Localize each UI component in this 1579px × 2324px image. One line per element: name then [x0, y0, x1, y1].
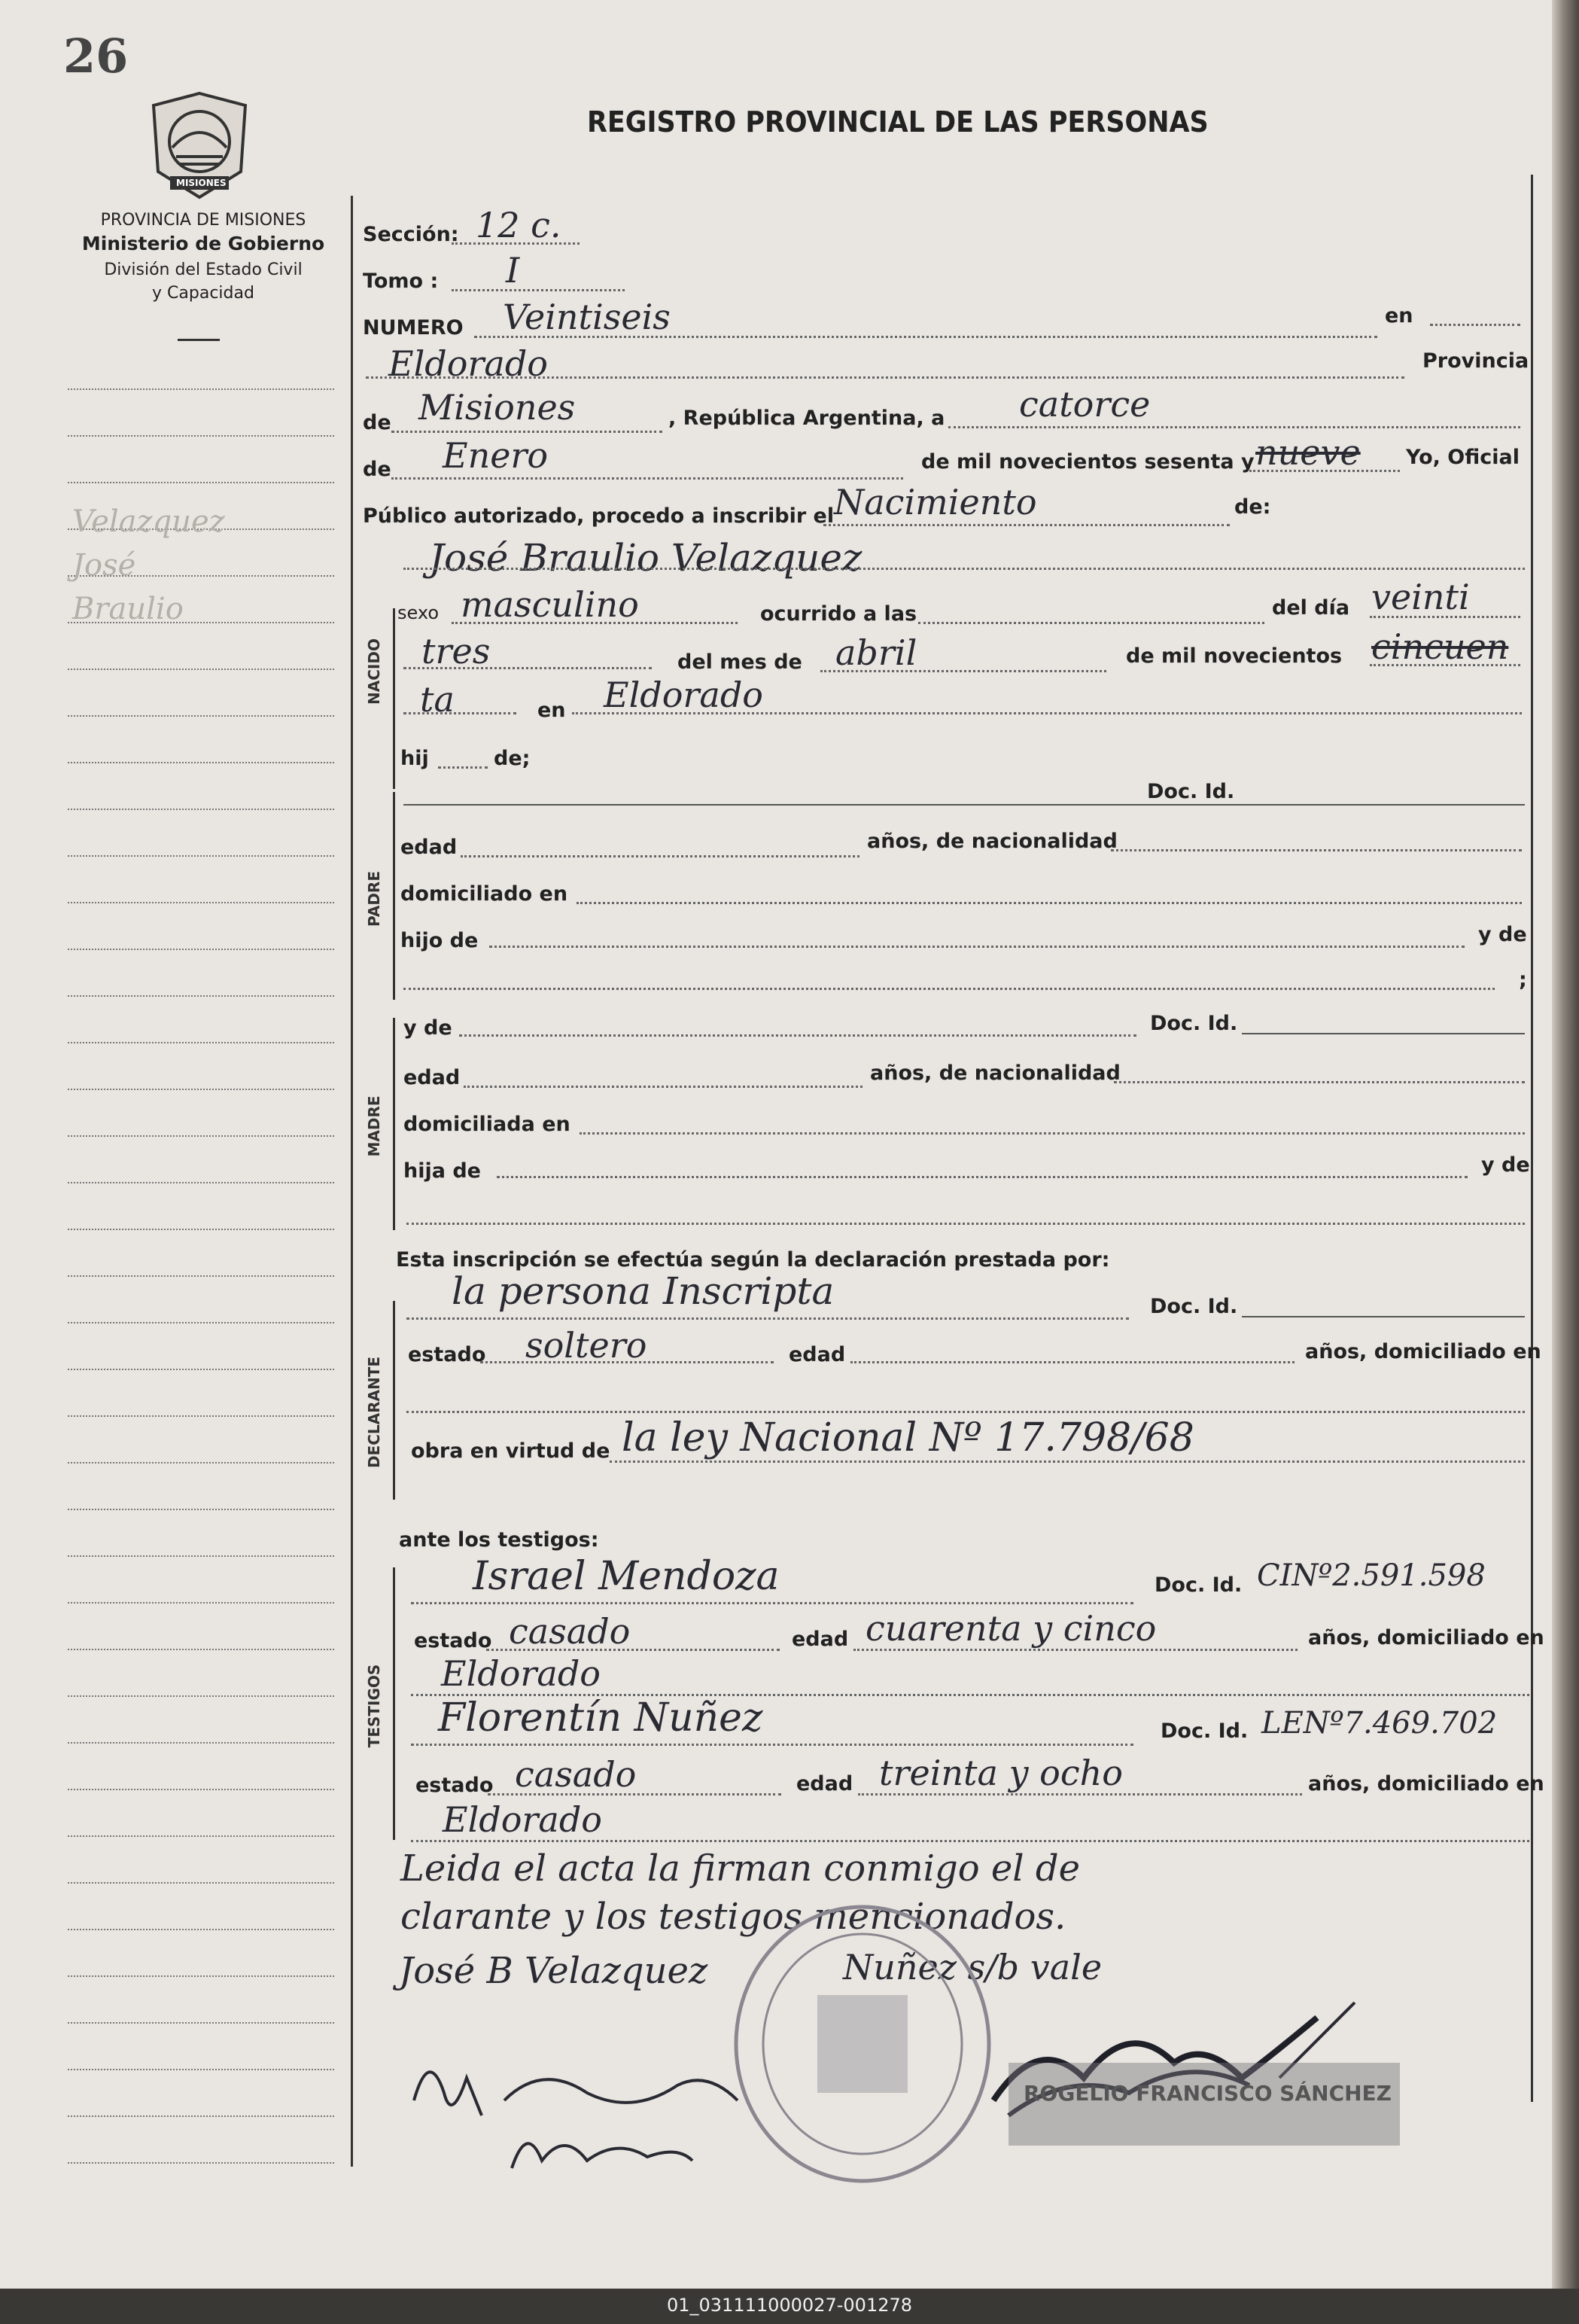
signature-declarante: José B Velazquez [399, 1950, 708, 1992]
label-nac-madre: años, de nacionalidad [870, 1061, 1121, 1085]
margin-ruled-line [68, 435, 334, 437]
margin-ruled-line [68, 855, 334, 857]
footer-bar [0, 2289, 1579, 2324]
label-en-nacido: en [537, 699, 566, 722]
margin-ruled-line [68, 1742, 334, 1744]
label-y-de-madre-2: y de [1481, 1153, 1530, 1177]
division-line-1: División del Estado Civil [104, 260, 303, 279]
value-lugar: Eldorado [388, 343, 548, 384]
label-nac-padre: años, de nacionalidad [867, 830, 1118, 853]
label-doc-padre: Doc. Id. [1147, 780, 1235, 803]
value-testigo-1: Israel Mendoza [473, 1554, 780, 1599]
label-edad-decl: edad [789, 1343, 846, 1366]
margin-ruled-line [68, 902, 334, 903]
margin-ruled-line [68, 715, 334, 717]
value-ano-1: cincuen [1371, 626, 1509, 667]
section-testigos: TESTIGOS [365, 1664, 383, 1748]
madre-doc-line [1242, 1033, 1525, 1034]
value-estado-1: casado [509, 1611, 631, 1652]
label-seccion: Sección: [363, 223, 459, 246]
value-sexo: masculino [461, 584, 639, 625]
document-title: REGISTRO PROVINCIAL DE LAS PERSONAS [587, 105, 1209, 139]
margin-ruled-line [68, 1182, 334, 1183]
label-de-2: de [363, 458, 391, 481]
label-sexo: sexo [397, 602, 439, 623]
label-doc-testigo-1: Doc. Id. [1155, 1573, 1243, 1597]
value-numero: Veintiseis [503, 297, 671, 337]
label-de-1: de [363, 411, 391, 434]
right-border-line [1531, 175, 1533, 2102]
margin-ruled-line [68, 1975, 334, 1977]
value-doc-1: CINº2.591.598 [1257, 1558, 1486, 1593]
value-declarante: la persona Inscripta [452, 1269, 835, 1313]
section-madre: MADRE [365, 1095, 383, 1157]
label-domic-madre: domiciliada en [403, 1113, 570, 1136]
label-doc-declarante: Doc. Id. [1150, 1295, 1238, 1318]
testigos-bracket [393, 1567, 395, 1840]
margin-ruled-line [68, 388, 334, 390]
label-de-semi: de; [494, 747, 531, 770]
label-edad-madre: edad [403, 1066, 461, 1089]
label-obra: obra en virtud de [411, 1439, 610, 1463]
label-hij: hij [400, 747, 429, 770]
value-estado-2: casado [515, 1754, 637, 1795]
value-nombre: José Braulio Velazquez [429, 536, 863, 580]
nacido-bracket [393, 608, 395, 789]
margin-ruled-line [68, 2069, 334, 2070]
margin-note-surname: Velazquez [72, 504, 225, 539]
padre-bracket [393, 792, 395, 1000]
margin-ruled-line [68, 949, 334, 950]
margin-ruled-line [68, 1602, 334, 1604]
margin-ruled-line [68, 669, 334, 670]
margin-ruled-line [68, 1882, 334, 1884]
margin-note [72, 500, 225, 631]
closing-line-1: Leida el acta la firman conmigo el de [400, 1847, 1080, 1890]
value-mes: abril [835, 632, 917, 673]
margin-ruled-line [68, 762, 334, 763]
seal-text: MISIONES [176, 178, 227, 188]
section-nacido: NACIDO [365, 638, 383, 705]
value-dia-acta: catorce [1019, 384, 1151, 425]
margin-ruled-line [68, 1229, 334, 1230]
value-edad-1: cuarenta y cinco [866, 1608, 1157, 1649]
label-estado-2: estado [415, 1774, 494, 1797]
margin-ruled-line [68, 1835, 334, 1837]
margin-ruled-line [68, 809, 334, 810]
label-y-de-padre: y de [1478, 923, 1527, 946]
stamp-text: ROGELIO FRANCISCO SÁNCHEZ [1024, 2081, 1392, 2106]
left-border-line [351, 196, 353, 2167]
label-del-mes: del mes de [677, 650, 802, 674]
page-number: 26 [63, 29, 129, 84]
label-domic-decl: años, domiciliado en [1305, 1340, 1541, 1363]
closing-line-2: clarante y los testigos mencionados. [400, 1896, 1066, 1938]
declarante-bracket [393, 1301, 395, 1500]
label-domic-2: años, domiciliado en [1308, 1772, 1544, 1796]
label-edad-2: edad [796, 1772, 853, 1796]
value-ano-acta: nueve [1255, 432, 1361, 473]
label-provincia: Provincia [1422, 349, 1529, 373]
value-seccion: 12 c. [476, 205, 561, 245]
madre-bracket [393, 1018, 395, 1230]
value-testigo-2: Florentín Nuñez [438, 1695, 763, 1741]
margin-ruled-line [68, 1042, 334, 1043]
label-testigos: ante los testigos: [399, 1528, 599, 1552]
label-estado-decl: estado [408, 1343, 486, 1366]
label-republica: , República Argentina, a [668, 407, 945, 430]
margin-ruled-line [68, 1695, 334, 1697]
margin-ruled-line [68, 995, 334, 997]
padre-name-line [403, 804, 1525, 806]
book-spine [1552, 0, 1579, 2289]
margin-ruled-line [68, 1509, 334, 1510]
signature-note: Nuñez s/b vale [843, 1947, 1103, 1987]
label-y-de-madre: y de [403, 1016, 452, 1040]
official-stamp [1009, 2063, 1400, 2146]
label-tomo: Tomo : [363, 270, 439, 293]
label-mil-novecientos: de mil novecientos [1126, 644, 1343, 668]
label-domic-1: años, domiciliado en [1308, 1626, 1544, 1649]
margin-note-name-1: José [72, 548, 136, 583]
margin-ruled-line [68, 1555, 334, 1557]
value-acto: Nacimiento [834, 482, 1037, 522]
label-de-colon: de: [1234, 495, 1271, 519]
margin-ruled-line [68, 1369, 334, 1370]
margin-ruled-line [68, 2115, 334, 2117]
margin-ruled-line [68, 1322, 334, 1323]
division-line-2: y Capacidad [152, 284, 254, 303]
margin-ruled-line [68, 482, 334, 483]
label-yo-oficial: Yo, Oficial [1406, 446, 1520, 469]
value-dia-2: tres [421, 631, 491, 672]
value-ley: la ley Nacional Nº 17.798/68 [622, 1415, 1194, 1460]
margin-note-name-2: Braulio [72, 592, 184, 626]
label-declaracion: Esta inscripción se efectúa según la declaración prestada por: [396, 1248, 1110, 1272]
value-ano-2: ta [420, 679, 455, 720]
margin-ruled-line [68, 1789, 334, 1790]
footer-id: 01_031111000027-001278 [666, 2295, 913, 2316]
margin-ruled-line [68, 1929, 334, 1930]
value-mes-acta: Enero [443, 435, 549, 476]
margin-ruled-line [68, 1649, 334, 1650]
header-rule [178, 339, 220, 341]
margin-ruled-line [68, 1275, 334, 1277]
label-numero: NUMERO [363, 316, 464, 340]
label-doc-testigo-2: Doc. Id. [1161, 1719, 1249, 1743]
label-ocurrido: ocurrido a las [760, 602, 917, 626]
value-dia-1: veinti [1371, 577, 1470, 617]
label-doc-madre: Doc. Id. [1150, 1012, 1238, 1035]
margin-ruled-line [68, 2162, 334, 2164]
margin-ruled-line [68, 2022, 334, 2024]
margin-ruled-line [68, 1462, 334, 1464]
value-lugar-nac: Eldorado [604, 675, 763, 715]
margin-ruled-line [68, 1089, 334, 1090]
label-domic-padre: domiciliado en [400, 882, 568, 906]
margin-ruled-line [68, 1415, 334, 1417]
value-edad-2: treinta y ocho [879, 1753, 1123, 1793]
label-edad-1: edad [792, 1628, 849, 1651]
label-hija-de: hija de [403, 1159, 481, 1183]
province-name: PROVINCIA DE MISIONES [100, 211, 306, 230]
section-declarante: DECLARANTE [365, 1356, 383, 1469]
section-padre: PADRE [365, 871, 383, 927]
value-doc-2: LENº7.469.702 [1261, 1706, 1498, 1741]
declarante-doc-line [1242, 1316, 1525, 1317]
label-edad-padre: edad [400, 836, 458, 859]
value-domic-1: Eldorado [441, 1653, 601, 1694]
label-mil-sesenta: de mil novecientos sesenta y [921, 450, 1255, 474]
label-hijo-de: hijo de [400, 929, 479, 952]
label-en: en [1385, 304, 1413, 327]
ministry-name: Ministerio de Gobierno [81, 233, 325, 254]
provincial-seal-icon [148, 89, 251, 202]
label-del-dia: del día [1272, 596, 1350, 620]
value-estado-decl: soltero [525, 1325, 647, 1366]
header-block [45, 211, 361, 303]
value-domic-2: Eldorado [443, 1799, 602, 1840]
value-provincia: Misiones [418, 387, 576, 428]
label-estado-1: estado [414, 1629, 492, 1652]
label-publico: Público autorizado, procedo a inscribir el [363, 504, 835, 528]
official-round-seal-icon [727, 1897, 998, 2191]
label-semicolon: ; [1519, 968, 1527, 991]
margin-ruled-line [68, 1135, 334, 1137]
value-tomo: I [506, 250, 520, 291]
